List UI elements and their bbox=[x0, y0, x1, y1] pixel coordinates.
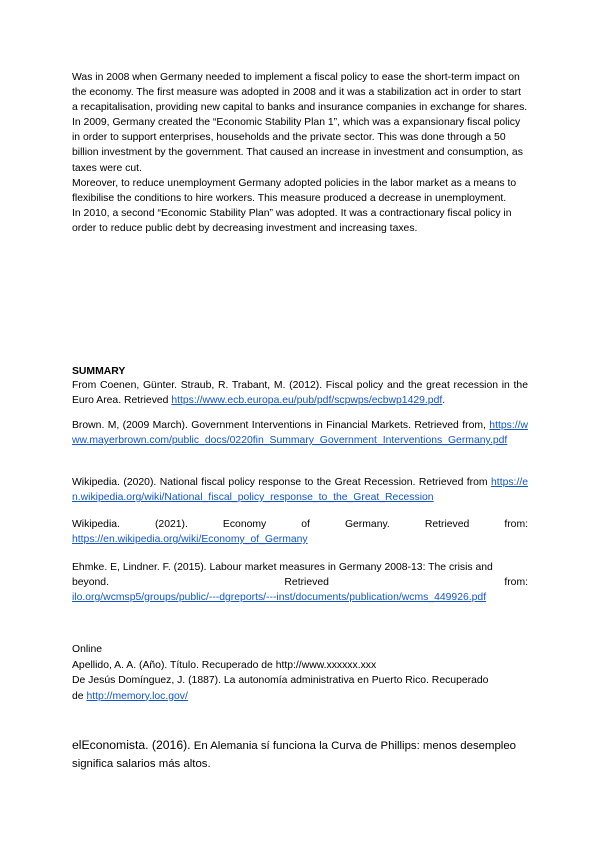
reference-link[interactable]: https://en.wikipedia.org/wiki/National_fiscal_policy_response_to_the_Great_Recession bbox=[72, 477, 528, 503]
reference-item bbox=[72, 418, 528, 448]
intro-paragraph: In 2009, Germany created the “Economic Stability Plan 1”, which was a expansionary fiscal policy in order to support enterprises, households and the private sector. This was done through a 50 billion investment by the government. That caused an increase in investment and consumption, as taxes were cut. bbox=[72, 117, 523, 174]
reference-item bbox=[72, 517, 528, 547]
online-section bbox=[72, 642, 528, 704]
online-reference: Apellido, A. A. (Año). Título. Recuperado de http://www.xxxxxx.xxx bbox=[72, 659, 377, 671]
reference-text: Wikipedia. (2020). National fiscal policy response to the Great Recession. Retrieved from bbox=[72, 477, 492, 488]
reference-item bbox=[72, 475, 528, 505]
reference-link[interactable]: ilo.org/wcmsp5/groups/public/---dgreports/---inst/documents/publication/wcms_449926.pdf bbox=[72, 592, 487, 603]
reference-text: beyond. Retrieved from: bbox=[72, 577, 528, 588]
reference-text: Ehmke. E, Lindner. F. (2015). Labour market measures in Germany 2008-13: The crisis and bbox=[72, 562, 493, 573]
reference-link[interactable]: https://www.mayerbrown.com/public_docs/0220fin_Summary_Government_Interventions_Germany.pdf bbox=[72, 420, 528, 446]
final-citation bbox=[72, 737, 528, 773]
reference-link[interactable]: https://en.wikipedia.org/wiki/Economy_of_Germany bbox=[72, 534, 308, 545]
reference-link[interactable]: https://www.ecb.europa.eu/pub/pdf/scpwps/ecbwp1429.pdf bbox=[171, 395, 443, 406]
citation-text: En Alemania sí funciona la Curva de Phillips: menos desempleo significa salarios más altos. bbox=[72, 740, 517, 770]
reference-text: From Coenen, Günter. Straub, R. Trabant, M. (2012). Fiscal policy and the great recession in the Euro Area. Retrieved bbox=[72, 380, 528, 406]
intro-section bbox=[72, 70, 528, 236]
reference-item bbox=[72, 378, 528, 408]
online-heading: Online bbox=[72, 644, 103, 655]
reference-tail: . bbox=[442, 395, 446, 406]
summary-heading: SUMMARY bbox=[72, 366, 126, 377]
intro-paragraph: In 2010, a second “Economic Stability Plan” was adopted. It was a contractionary fiscal policy in order to reduce public debt by decreasing investment and increasing taxes. bbox=[72, 207, 512, 234]
intro-paragraph: Moreover, to reduce unemployment Germany adopted policies in the labor market as a means to flexibilise the conditions to hire workers. This measure produced a decrease in unemployment. bbox=[72, 177, 517, 204]
online-prefix: de bbox=[72, 690, 87, 702]
reference-text: Wikipedia. (2021). Economy of Germany. Retrieved from: bbox=[72, 519, 528, 530]
intro-paragraph: Was in 2008 when Germany needed to implement a fiscal policy to ease the short-term impact on the economy. The first measure was adopted in 2008 and it was a stabilization act in order to start a recapitalisation, providing new capital to banks and insurance companies in exchange for shares. bbox=[72, 72, 528, 114]
online-link[interactable]: http://memory.loc.gov/ bbox=[86, 690, 188, 702]
online-reference: De Jesús Domínguez, J. (1887). La autonomía administrativa en Puerto Rico. Recuperado bbox=[72, 675, 489, 687]
reference-item bbox=[72, 560, 528, 605]
reference-text: Brown. M, (2009 March). Government Interventions in Financial Markets. Retrieved from, bbox=[72, 420, 490, 431]
citation-source: elEconomista. (2016). bbox=[72, 738, 191, 752]
